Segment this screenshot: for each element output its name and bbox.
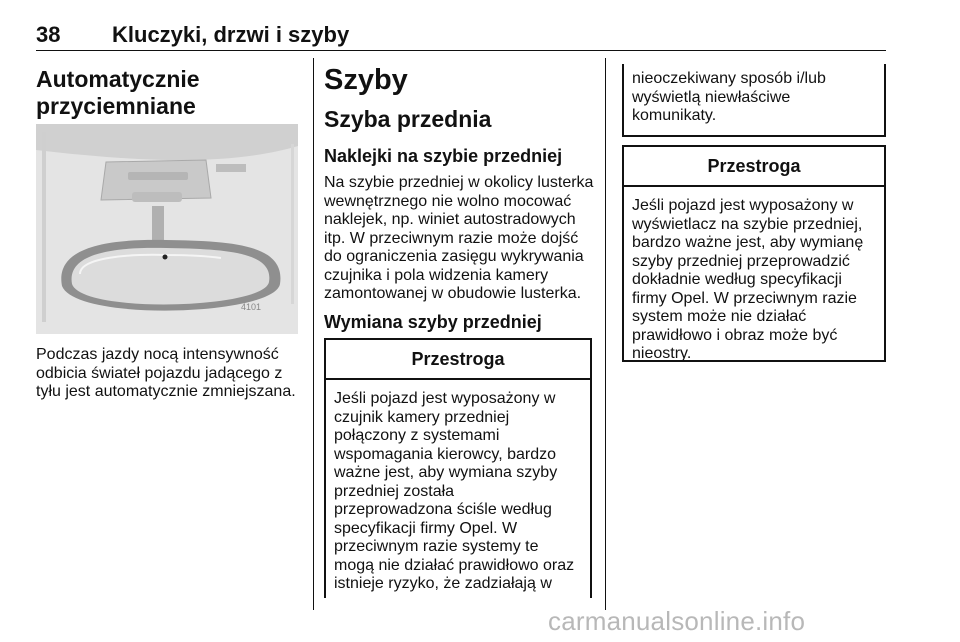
text-line: wyświetlacz na szybie przedniej,	[632, 215, 863, 233]
text-line: mogą nie działać prawidłowo oraz	[334, 556, 575, 574]
text-line: wewnętrznego nie wolno mocować	[324, 192, 572, 210]
text-line: prawidłowo i obraz może być	[632, 326, 838, 344]
text-line: firmy Opel. W przeciwnym razie	[632, 289, 857, 307]
caution-text	[624, 187, 884, 364]
heading-windscreen-replacement: Wymiana szyby przedniej	[324, 312, 542, 332]
section-title-auto-dimming	[36, 66, 306, 120]
text-line: Podczas jazdy nocą intensywność	[36, 346, 279, 363]
text-line: Jeśli pojazd jest wyposażony w	[632, 197, 854, 214]
rearview-mirror-illustration	[36, 124, 298, 334]
caution-box-camera-continued	[622, 64, 886, 137]
heading-windscreen: Szyba przednia	[324, 106, 492, 132]
watermark: carmanualsonline.info	[548, 606, 806, 636]
text-line: Na szybie przedniej w okolicy lusterka	[324, 174, 594, 191]
caution-title: Przestroga	[624, 147, 884, 187]
text-line: naklejek, np. winiet autostradowych	[324, 211, 576, 228]
column-divider	[605, 58, 606, 610]
illustration-code: 4101	[241, 302, 262, 312]
column-divider	[313, 58, 314, 610]
heading-windscreen-stickers: Naklejki na szybie przedniej	[324, 146, 563, 166]
text-line: komunikaty.	[632, 107, 717, 124]
caution-box-camera	[324, 338, 592, 598]
caution-text	[624, 64, 884, 126]
text-line: Jeśli pojazd jest wyposażony w	[334, 390, 556, 407]
text-line: itp. W przeciwnym razie może dojść	[324, 229, 579, 247]
text-line: nieostry.	[632, 345, 692, 362]
caution-title: Przestroga	[326, 340, 590, 380]
text-line: bardzo ważne jest, aby wymianę	[632, 234, 864, 251]
text-line: ważne jest, aby wymiana szyby	[334, 464, 558, 481]
header-rule	[36, 50, 886, 51]
text-line: tyłu jest automatycznie zmniejszana.	[36, 383, 296, 400]
text-line: wyświetlą niewłaściwe	[632, 88, 791, 106]
text-line: czujnik kamery przedniej	[334, 408, 510, 426]
chapter-title: Kluczyki, drzwi i szyby	[112, 22, 350, 47]
text-line: odbicia świateł pojazdu jadącego z	[36, 364, 283, 382]
page-number: 38	[36, 22, 61, 47]
caution-text	[326, 380, 590, 594]
caution-box-head-up-display	[622, 145, 886, 362]
text-line: wspomagania kierowcy, bardzo	[334, 445, 557, 463]
text-line: przeciwnym razie systemy te	[334, 538, 539, 555]
auto-dimming-text	[36, 346, 304, 402]
text-line: system może nie działać	[632, 308, 807, 325]
text-line: przedniej została	[334, 482, 455, 500]
section-title-line: Automatycznie	[36, 66, 200, 92]
text-line: szyby przedniej przeprowadzić	[632, 252, 850, 270]
text-line: specyfikacji firmy Opel. W	[334, 519, 518, 537]
text-line: zamontowanej w obudowie lusterka.	[324, 285, 582, 302]
heading-windows: Szyby	[324, 64, 408, 96]
text-line: do ograniczenia zasięgu wykrywania	[324, 248, 584, 265]
stickers-text	[324, 174, 594, 304]
text-line: dokładnie według specyfikacji	[632, 271, 842, 288]
text-line: przeprowadzona ściśle według	[334, 501, 552, 518]
text-line: czujnika i pola widzenia kamery	[324, 266, 549, 284]
section-title-line: przyciemniane	[36, 93, 196, 119]
text-line: nieoczekiwany sposób i/lub	[632, 70, 826, 87]
text-line: połączony z systemami	[334, 427, 500, 444]
text-line: istnieje ryzyko, że zadziałają w	[334, 575, 552, 592]
